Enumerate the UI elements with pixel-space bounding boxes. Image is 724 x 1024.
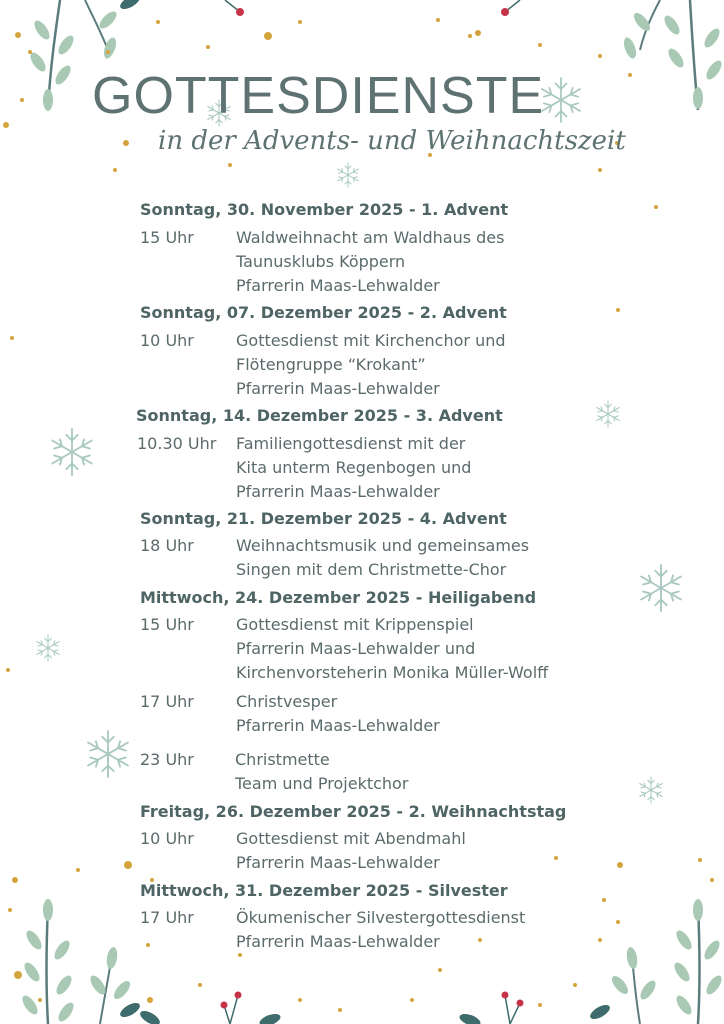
description-line: Singen mit dem Christmette-Chor	[236, 560, 507, 579]
description-line: Kirchenvorsteherin Monika Müller-Wolff	[236, 663, 549, 682]
service-description	[236, 906, 525, 954]
service-time: 10 Uhr	[140, 331, 194, 350]
description-line: Gottesdienst mit Kirchenchor und	[236, 331, 506, 350]
leaf-branch-icon	[588, 899, 724, 1024]
description-line: Waldweihnacht am Waldhaus des	[236, 228, 505, 247]
description-line: Pfarrerin Maas-Lehwalder	[236, 379, 440, 398]
section-heading: Sonntag, 14. Dezember 2025 - 3. Advent	[136, 406, 503, 425]
description-line: Weihnachtsmusik und gemeinsames	[236, 536, 530, 555]
description-line: Pfarrerin Maas-Lehwalder	[236, 716, 440, 735]
service-time: 17 Uhr	[140, 692, 194, 711]
service-time: 15 Uhr	[140, 615, 194, 634]
description-line: Gottesdienst mit Krippenspiel	[236, 615, 474, 634]
service-time: 23 Uhr	[140, 750, 194, 769]
section-heading: Sonntag, 21. Dezember 2025 - 4. Advent	[140, 509, 507, 528]
section-heading: Mittwoch, 31. Dezember 2025 - Silvester	[140, 881, 508, 900]
service-description	[236, 690, 440, 738]
service-time: 10.30 Uhr	[137, 434, 217, 453]
service-description	[236, 613, 548, 685]
service-time: 10 Uhr	[140, 829, 194, 848]
berry-icon	[225, 0, 520, 16]
service-time: 15 Uhr	[140, 228, 194, 247]
description-line: Pfarrerin Maas-Lehwalder	[236, 853, 440, 872]
service-description	[236, 329, 506, 401]
description-line: Kita unterm Regenbogen und	[236, 458, 472, 477]
description-line: Christmette	[235, 750, 330, 769]
section-heading: Sonntag, 30. November 2025 - 1. Advent	[140, 200, 509, 219]
description-line: Pfarrerin Maas-Lehwalder	[236, 276, 440, 295]
description-line: Flötengruppe “Krokant”	[236, 355, 426, 374]
description-line: Christvesper	[236, 692, 338, 711]
description-line: Gottesdienst mit Abendmahl	[236, 829, 466, 848]
description-line: Pfarrerin Maas-Lehwalder und	[236, 639, 476, 658]
service-time: 18 Uhr	[140, 536, 194, 555]
description-line: Team und Projektchor	[235, 774, 409, 793]
description-line: Pfarrerin Maas-Lehwalder	[236, 932, 440, 951]
service-description	[235, 748, 408, 796]
service-time: 17 Uhr	[140, 908, 194, 927]
page-title: GOTTESDIENSTE	[92, 67, 545, 125]
leaf-branch-icon	[622, 0, 724, 110]
service-description	[236, 827, 466, 875]
section-heading: Freitag, 26. Dezember 2025 - 2. Weihnachtstag	[140, 802, 567, 821]
section-heading: Mittwoch, 24. Dezember 2025 - Heiligabend	[140, 588, 537, 607]
description-line: Familiengottesdienst mit der	[236, 434, 466, 453]
description-line: Ökumenischer Silvestergottesdienst	[236, 908, 526, 927]
service-description	[236, 534, 529, 582]
description-line: Taunusklubs Köppern	[236, 252, 406, 271]
page-subtitle: in der Advents- und Weihnachtszeit	[158, 126, 626, 156]
description-line: Pfarrerin Maas-Lehwalder	[236, 482, 440, 501]
section-heading: Sonntag, 07. Dezember 2025 - 2. Advent	[140, 303, 507, 322]
service-description	[236, 226, 504, 298]
service-description	[236, 432, 471, 504]
